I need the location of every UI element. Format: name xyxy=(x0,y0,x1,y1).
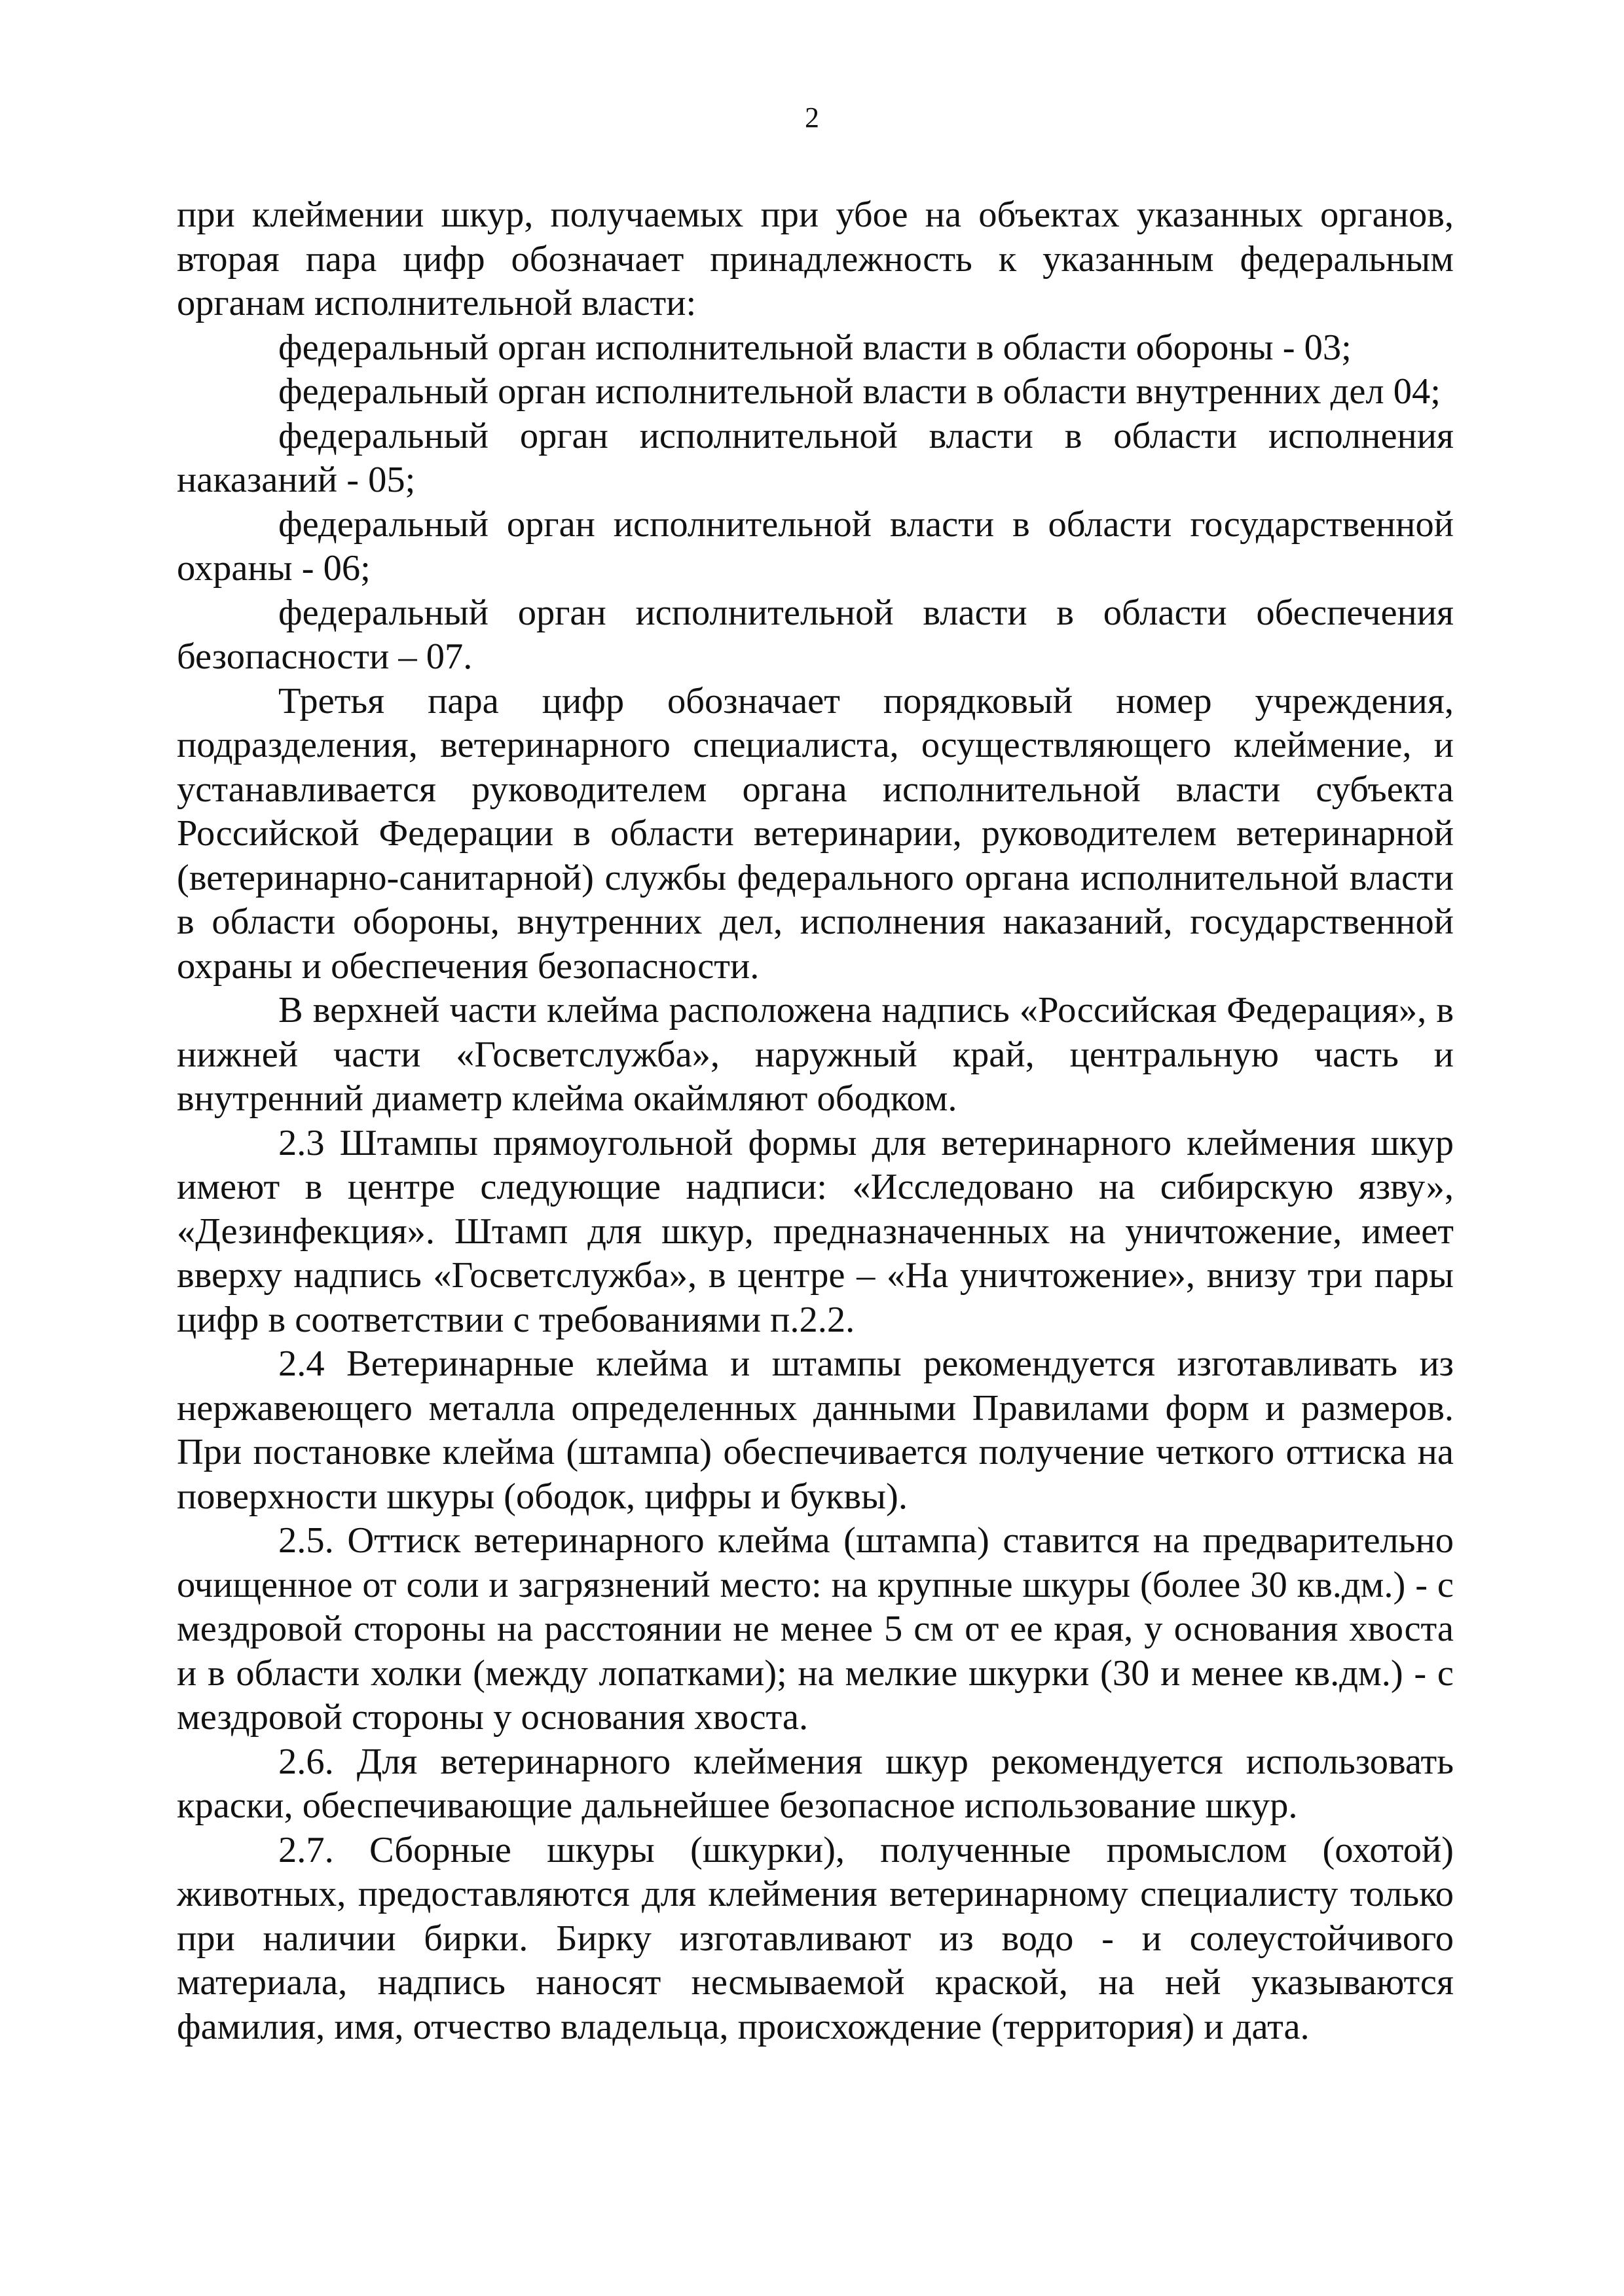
paragraph-state-guard-code: федеральный орган исполнительной власти в области государственной охраны - 06; xyxy=(177,503,1454,589)
paragraph-defense-code: федеральный орган исполнительной власти в области обороны - 03; xyxy=(278,327,1352,368)
paragraph-section-2-6: 2.6. Для ветеринарного клеймения шкур рекомендуется использовать краски, обеспечивающие дальнейшее безопасное использование шкур. xyxy=(177,1741,1454,1826)
paragraph-section-2-4: 2.4 Ветеринарные клейма и штампы рекомендуется изготавливать из нержавеющего металла определенных данными Правилами форм и размеров. При постановке клейма (штампа) обеспечивается получение четкого оттиска на поверхности шкуры (ободок, цифры и буквы). xyxy=(177,1343,1454,1517)
paragraph-security-code: федеральный орган исполнительной власти в области обеспечения безопасности – 07. xyxy=(177,592,1454,677)
paragraph-section-2-3: 2.3 Штампы прямоугольной формы для ветеринарного клеймения шкур имеют в центре следующие надписи: «Исследовано на сибирскую язву», «Дезинфекция». Штамп для шкур, предназначенных на уничтожение, имеет вверху надпись «Госветслужба», в центре – «На уничтожение», внизу три пары цифр в соответствии с требованиями п.2.2. xyxy=(177,1122,1454,1340)
paragraph-third-pair: Третья пара цифр обозначает порядковый номер учреждения, подразделения, ветеринарного специалиста, осуществляющего клеймение, и устанавливается руководителем органа исполнительной власти субъекта Российской Федерации в области ветеринарии, руководителем ветеринарной (ветеринарно-санитарной) службы федерального органа исполнительной власти в области обороны, внутренних дел, исполнения наказаний, государственной охраны и обеспечения безопасности. xyxy=(177,680,1454,987)
paragraph-penal-code: федеральный орган исполнительной власти в области исполнения наказаний - 05; xyxy=(177,415,1454,500)
paragraph-continuation: при клеймении шкур, получаемых при убое на объектах указанных органов, вторая пара цифр обозначает принадлежность к указанным федеральным органам исполнительной власти: xyxy=(177,194,1454,323)
paragraph-stamp-inscription: В верхней части клейма расположена надпись «Российская Федерация», в нижней части «Госветслужба», наружный край, центральную часть и внутренний диаметр клейма окаймляют ободком. xyxy=(177,990,1454,1119)
paragraph-section-2-7: 2.7. Сборные шкуры (шкурки), полученные промыслом (охотой) животных, предоставляются для клеймения ветеринарному специалисту только при наличии бирки. Бирку изготавливают из водо - и солеустойчивого материала, надпись наносят несмываемой краской, на ней указываются фамилия, имя, отчество владельца, происхождение (территория) и дата. xyxy=(177,1829,1454,2047)
paragraph-section-2-5: 2.5. Оттиск ветеринарного клейма (штампа) ставится на предварительно очищенное от соли и загрязнений место: на крупные шкуры (более 30 кв.дм.) - с мездровой стороны на расстоянии не менее 5 см от ее края, у основания хвоста и в области холки (между лопатками); на мелкие шкурки (30 и менее кв.дм.) - с мездровой стороны у основания хвоста. xyxy=(177,1520,1454,1738)
page-number: 2 xyxy=(805,101,819,134)
document-body xyxy=(177,193,1454,2049)
paragraph-internal-affairs-code: федеральный орган исполнительной власти в области внутренних дел 04; xyxy=(278,371,1441,412)
